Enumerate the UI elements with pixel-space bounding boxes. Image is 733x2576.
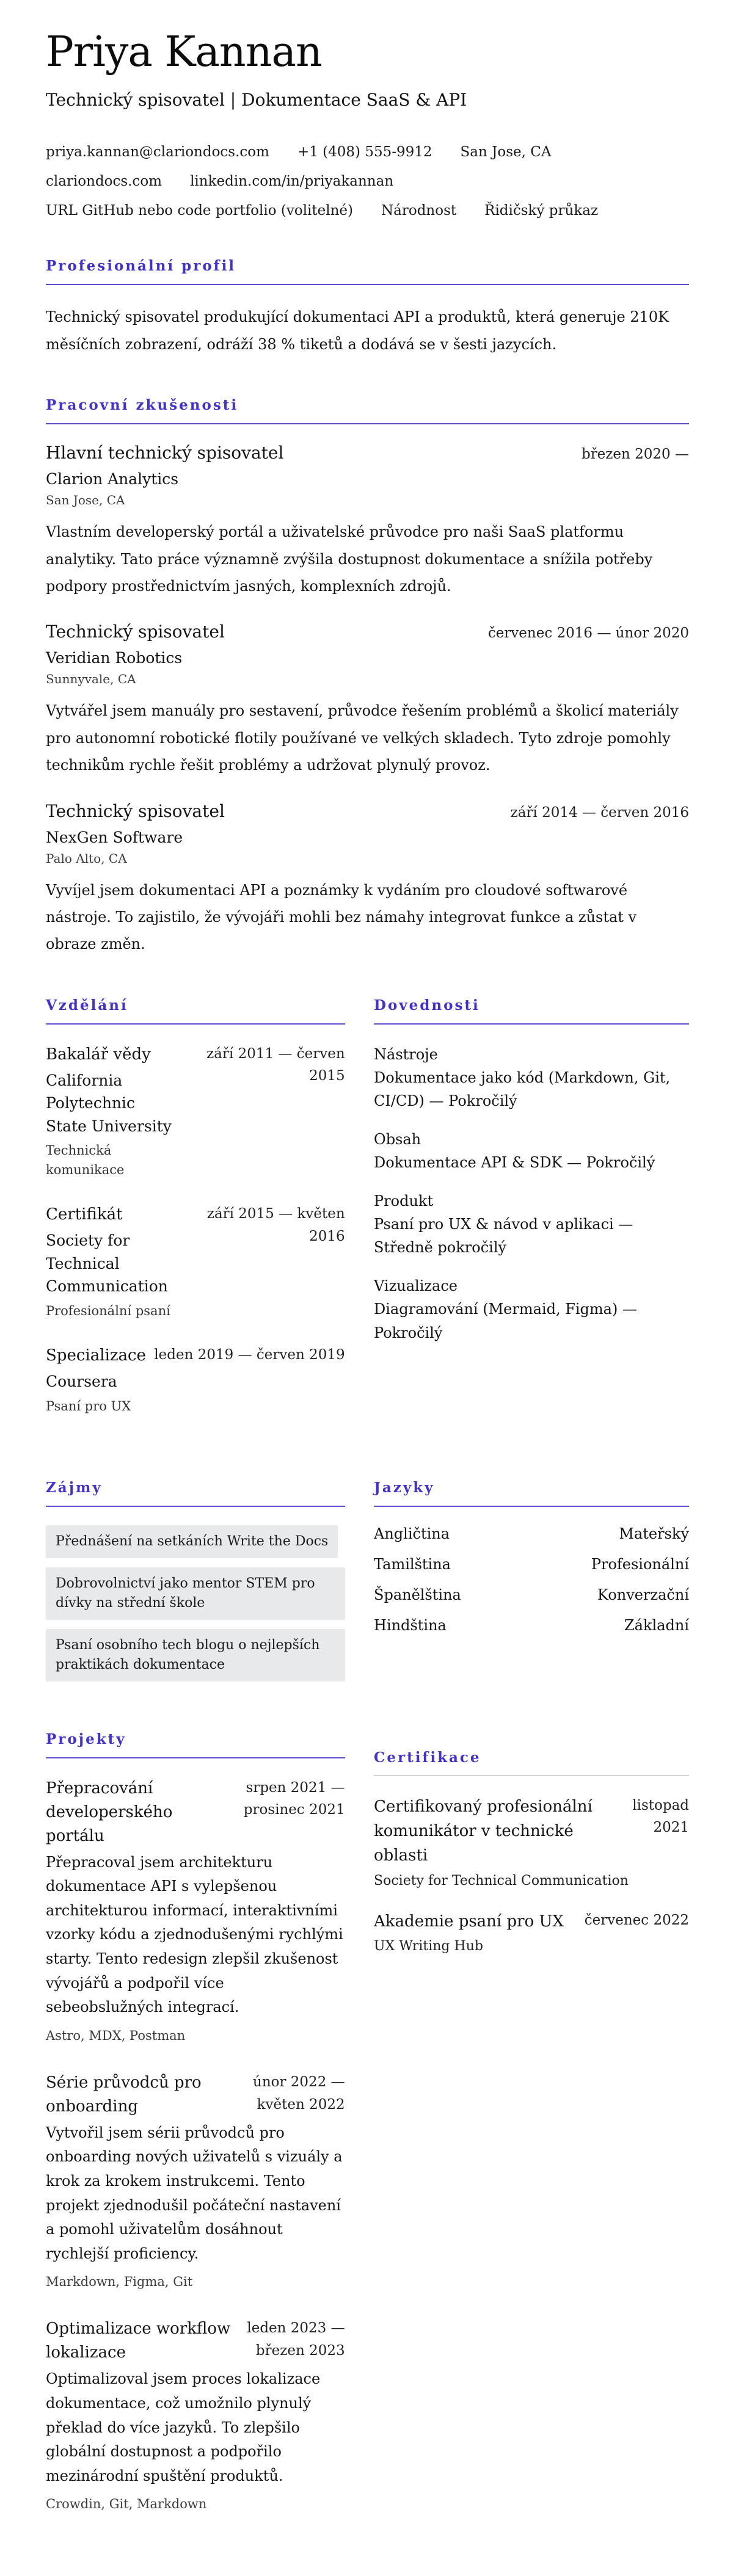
education-entry	[46, 1344, 345, 1416]
education-entry	[46, 1203, 345, 1321]
job-company: Veridian Robotics	[46, 649, 183, 667]
job-description: Vyvíjel jsem dokumentaci API a poznámky k vydáním pro cloudové softwarové nástroje. To zajistilo, že vývojáři mohli bez námahy integrovat funkce a zůstat v obraze změn.	[46, 881, 637, 953]
section-divider	[46, 1506, 345, 1507]
interest-chip: Dobrovolnictví jako mentor STEM pro dívky na střední škole	[46, 1567, 345, 1620]
project-tech: Astro, MDX, Postman	[46, 2028, 186, 2043]
person-name: Priya Kannan	[46, 28, 322, 76]
skill-detail: Psaní pro UX & návod v aplikaci — Středně pokročilý	[374, 1216, 633, 1257]
interest-chip: Psaní osobního tech blogu o nejlepších praktikách dokumentace	[46, 1629, 345, 1682]
certifications-block	[374, 1749, 689, 1956]
education-institution: Coursera	[46, 1373, 117, 1391]
job-header	[46, 622, 689, 642]
project-entry	[46, 1777, 345, 2043]
education-institution: California Polytechnic State University	[46, 1071, 172, 1135]
project-title: Optimalizace workflow lokalizace	[46, 2320, 231, 2362]
education-date: leden 2019 — červen 2019	[154, 1347, 345, 1363]
job-entry	[46, 801, 689, 958]
skill-group	[374, 1128, 689, 1175]
language-level: Mateřský	[619, 1525, 689, 1543]
skill-group	[374, 1043, 689, 1113]
contact-location: San Jose, CA	[460, 144, 552, 161]
education-field: Profesionální psaní	[46, 1303, 170, 1318]
certification-header	[374, 1794, 689, 1868]
contact-linkedin: linkedin.com/in/priyakannan	[190, 173, 394, 190]
project-entry	[46, 2317, 345, 2511]
project-header	[46, 2071, 345, 2119]
skill-category: Obsah	[374, 1130, 421, 1148]
education-degree: Specializace	[46, 1346, 146, 1365]
section-divider	[46, 423, 689, 424]
interests-heading: Zájmy	[46, 1479, 103, 1497]
language-row	[374, 1617, 689, 1634]
project-description: Vytvořil jsem sérii průvodců pro onboarding nových uživatelů s vizuály a krok za krokem instrukcemi. Tento projekt zjednodušil počáteční nastavení a pomohl uživatelům dosáhnout rychlejší proficiency.	[46, 2124, 343, 2262]
job-location: San Jose, CA	[46, 493, 125, 508]
contact-phone: +1 (408) 555-9912	[297, 144, 432, 161]
job-title: Technický spisovatel	[46, 800, 225, 821]
job-title: Technický spisovatel	[46, 622, 225, 642]
job-header	[46, 443, 689, 463]
language-row	[374, 1525, 689, 1542]
languages-heading: Jazyky	[374, 1479, 435, 1497]
section-divider	[46, 284, 689, 285]
certification-date: červenec 2022	[584, 1912, 689, 1928]
certification-title: Certifikovaný profesionální komunikátor v technické oblasti	[374, 1797, 593, 1865]
project-date: leden 2023 — březen 2023	[247, 2320, 345, 2359]
job-title: Hlavní technický spisovatel	[46, 443, 284, 463]
project-tech: Crowdin, Git, Markdown	[46, 2497, 207, 2512]
section-certifications	[374, 1731, 689, 2540]
job-description: Vytvářel jsem manuály pro sestavení, průvodce řešením problémů a školicí materiály pro autonomní robotické flotily používané ve velkých skladech. Tyto zdroje pomohly technikům rychle řešit problémy a udržovat plynulý provoz.	[46, 702, 679, 774]
certification-title: Akademie psaní pro UX	[374, 1912, 564, 1931]
section-education	[46, 997, 345, 1440]
language-name: Tamilština	[374, 1556, 451, 1573]
certification-header	[374, 1909, 689, 1934]
certification-entry	[374, 1909, 689, 1956]
experience-heading: Pracovní zkušenosti	[46, 397, 239, 414]
project-tech: Markdown, Figma, Git	[46, 2274, 193, 2290]
contact-email: priya.kannan@clariondocs.com	[46, 144, 269, 161]
project-date: únor 2022 — květen 2022	[253, 2073, 345, 2113]
section-experience	[46, 397, 689, 958]
skill-group	[374, 1189, 689, 1260]
skill-detail: Dokumentace API & SDK — Pokročilý	[374, 1154, 655, 1172]
job-date: září 2014 — červen 2016	[510, 804, 689, 821]
skills-heading: Dovednosti	[374, 996, 480, 1014]
section-divider	[46, 1023, 345, 1025]
project-title: Série průvodců pro onboarding	[46, 2073, 202, 2116]
education-field: Technická komunikace	[46, 1143, 125, 1177]
education-degree: Certifikát	[46, 1205, 123, 1224]
contact-website: clariondocs.com	[46, 173, 162, 190]
certification-date: listopad 2021	[632, 1797, 689, 1836]
job-description: Vlastním developerský portál a uživatelské průvodce pro naši SaaS platformu analytiky. Tato práce významně zvýšila dostupnost dokumentace a snížila potřeby podpory prostřednictvím jasných, komplexních zdrojů.	[46, 523, 653, 595]
certification-entry	[374, 1794, 689, 1891]
job-entry	[46, 622, 689, 778]
education-date: září 2011 — červen 2015	[206, 1045, 345, 1084]
section-interests	[46, 1479, 345, 1690]
profile-text: Technický spisovatel produkující dokumentaci API a produktů, která generuje 210K měsíčních zobrazení, odráží 38 % tiketů a dodává se v šesti jazycích.	[46, 308, 669, 353]
job-date: červenec 2016 — únor 2020	[487, 625, 689, 642]
skill-detail: Diagramování (Mermaid, Figma) — Pokročilý	[374, 1301, 637, 1341]
project-title: Přepracování developerského portálu	[46, 1779, 173, 1845]
education-heading: Vzdělání	[46, 996, 128, 1014]
section-languages	[374, 1479, 689, 1690]
language-name: Španělština	[374, 1586, 461, 1604]
section-divider	[46, 1757, 345, 1758]
project-entry	[46, 2071, 345, 2290]
education-field: Psaní pro UX	[46, 1398, 131, 1413]
project-date: srpen 2021 — prosinec 2021	[243, 1779, 345, 1818]
section-projects	[46, 1731, 345, 2540]
language-name: Hindština	[374, 1617, 447, 1634]
job-location: Palo Alto, CA	[46, 851, 127, 866]
education-details	[46, 1344, 146, 1416]
certification-issuer: UX Writing Hub	[374, 1938, 483, 1954]
project-header	[46, 2317, 345, 2365]
education-date: září 2015 — květen 2016	[206, 1206, 345, 1244]
contact-nationality: Národnost	[381, 203, 457, 219]
two-column-layout	[46, 997, 689, 2540]
education-institution: Society for Technical Communication	[46, 1232, 168, 1296]
job-date: březen 2020 —	[581, 446, 689, 463]
projects-heading: Projekty	[46, 1730, 126, 1747]
skill-category: Produkt	[374, 1192, 434, 1210]
skill-detail: Dokumentace jako kód (Markdown, Git, CI/CD) — Pokročilý	[374, 1069, 671, 1110]
skill-group	[374, 1274, 689, 1344]
education-details	[46, 1043, 177, 1180]
job-entry	[46, 443, 689, 600]
project-header	[46, 1777, 345, 1848]
interest-chip: Přednášení na setkáních Write the Docs	[46, 1525, 338, 1558]
profile-heading: Profesionální profil	[46, 258, 236, 275]
language-level: Základní	[624, 1617, 689, 1634]
contact-list	[46, 144, 689, 219]
contact-github-placeholder: URL GitHub nebo code portfolio (volitelné)	[46, 203, 354, 219]
job-company: Clarion Analytics	[46, 470, 179, 488]
project-description: Přepracoval jsem architekturu dokumentace API s vylepšenou architekturou informací, interaktivními vzorky kódu a zjednodušenými rychlými starty. Tento redesign zlepšil zkušenost vývojářů a podpořil více sebeobslužných integrací.	[46, 1853, 343, 2016]
language-level: Konverzační	[597, 1586, 689, 1604]
resume-header	[46, 28, 689, 219]
education-entry	[46, 1043, 345, 1180]
language-level: Profesionální	[591, 1556, 689, 1573]
skill-category: Vizualizace	[374, 1277, 458, 1294]
education-degree: Bakalář vědy	[46, 1045, 151, 1064]
skill-category: Nástroje	[374, 1045, 438, 1063]
certifications-heading: Certifikace	[374, 1749, 481, 1766]
job-header	[46, 801, 689, 821]
section-divider	[374, 1023, 689, 1025]
language-row	[374, 1586, 689, 1603]
section-profile	[46, 258, 689, 358]
project-description: Optimalizoval jsem proces lokalizace dokumentace, což umožnilo plynulý překlad do více jazyků. To zlepšilo globální dostupnost a podpořilo mezinárodní spuštění produktů.	[46, 2370, 321, 2484]
section-divider	[374, 1506, 689, 1507]
language-row	[374, 1556, 689, 1573]
job-company: NexGen Software	[46, 828, 183, 846]
certification-issuer: Society for Technical Communication	[374, 1873, 629, 1888]
contact-driving-license: Řidičský průkaz	[484, 203, 599, 219]
job-location: Sunnyvale, CA	[46, 672, 136, 687]
education-details	[46, 1203, 177, 1321]
person-title: Technický spisovatel | Dokumentace SaaS & API	[46, 90, 467, 111]
section-skills	[374, 997, 689, 1440]
language-name: Angličtina	[374, 1525, 450, 1543]
